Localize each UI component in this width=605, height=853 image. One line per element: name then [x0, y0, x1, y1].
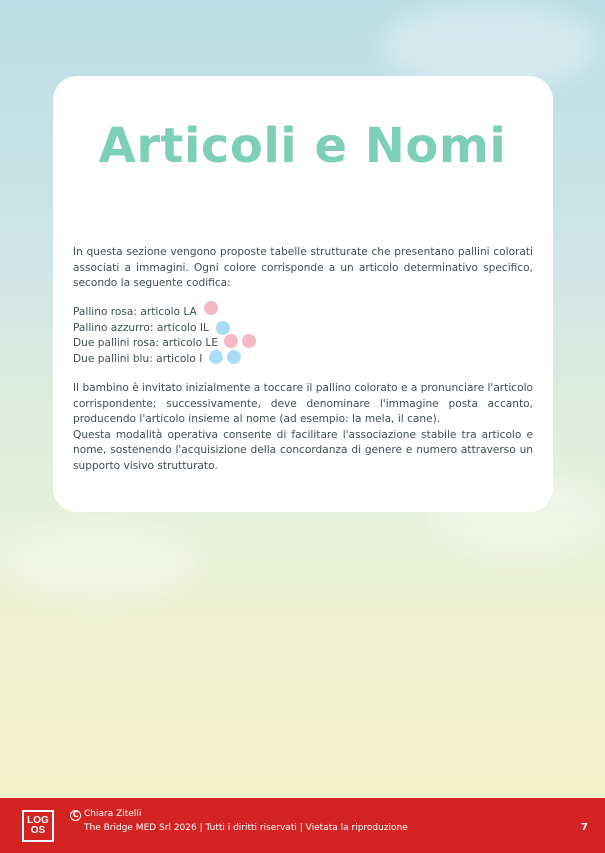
pink-dot — [224, 334, 238, 348]
legend-row-i — [73, 352, 373, 368]
intro-paragraph: In questa sezione vengono proposte tabelle strutturate che presentano pallini colorati associati a immagini. Ogni colore corrisponde a un articolo determinativo specifico, secondo la seguente codifica: — [73, 246, 533, 290]
legend-row-la — [73, 305, 373, 321]
background-cloud — [0, 520, 200, 600]
legend-label: Pallino rosa: articolo LA — [73, 306, 197, 318]
logo-line: LOG — [27, 815, 49, 826]
pink-dot — [204, 301, 218, 315]
page-title: Articoli e Nomi — [98, 118, 507, 174]
pink-dot — [242, 334, 256, 348]
logos-logo — [22, 810, 54, 842]
legend-dots — [205, 350, 241, 370]
rights-notice: The Bridge MED Srl 2026 | Tutti i diritti riservati | Vietata la riproduzione — [84, 823, 408, 833]
legend-label: Pallino azzurro: articolo IL — [73, 321, 209, 334]
blue-dot — [216, 321, 230, 335]
logo-line: OS — [30, 825, 46, 836]
footer-bar — [0, 798, 605, 853]
instructions — [73, 381, 533, 475]
instruction-paragraph: Il bambino è invitato inizialmente a toccare il pallino colorato e a pronunciare l'articolo corrispondente; successivamente, deve denominare l'immagine posta accanto, producendo l'articolo insieme al nome (ad esempio: la mela, il cane). — [73, 382, 533, 426]
legend-label: Due pallini blu: articolo I — [73, 352, 203, 365]
blue-dot — [227, 350, 241, 364]
instruction-paragraph: Questa modalità operativa consente di facilitare l'associazione stabile tra articolo e nome, sostenendo l'acquisizione della concordanza di genere e numero attraverso un supporto visivo strutturato. — [73, 428, 533, 472]
blue-dot — [209, 350, 223, 364]
legend-dots — [200, 301, 218, 321]
author-name: Chiara Zitelli — [84, 809, 142, 819]
legend-label: Due pallini rosa: articolo LE — [73, 337, 219, 350]
article-legend — [73, 305, 373, 367]
copyright-icon: C — [70, 810, 81, 821]
page-number: 7 — [581, 822, 588, 833]
